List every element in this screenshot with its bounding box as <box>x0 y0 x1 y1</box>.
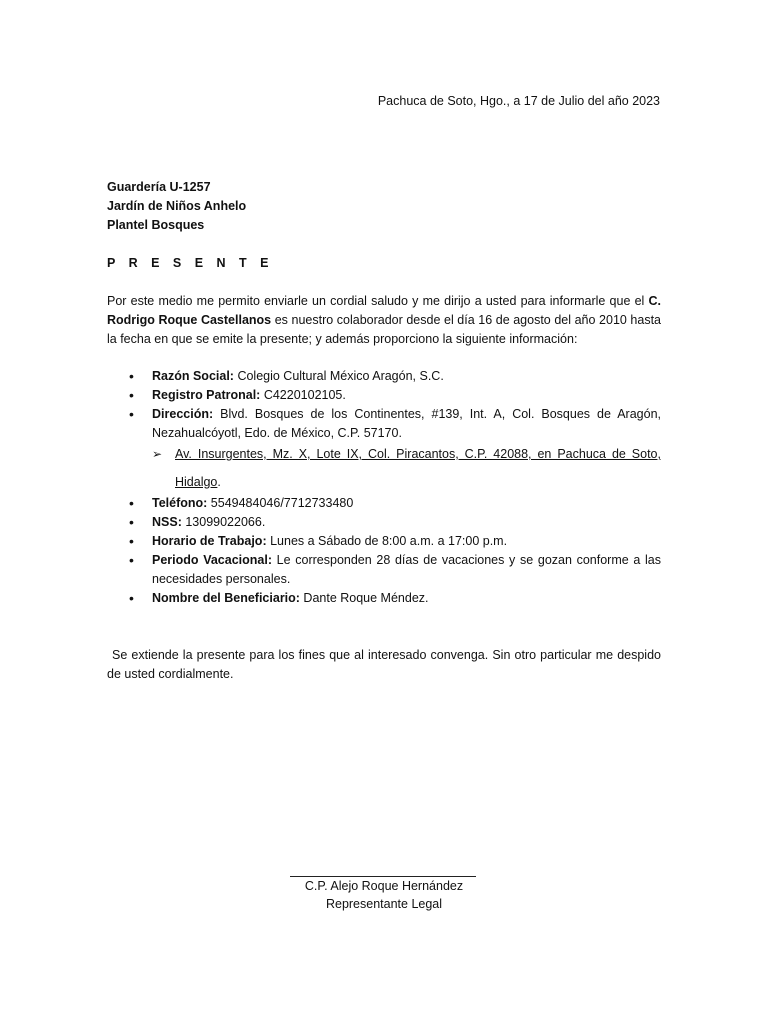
item-value: Blvd. Bosques de los Continentes, #139, Int. A, Col. Bosques de Aragón, Nezahualcóyotl, Edo. de México, C.P. 57170. <box>152 407 661 440</box>
recipient-line-3: Plantel Bosques <box>107 218 205 232</box>
closing-paragraph: Se extiende la presente para los fines que al interesado convenga. Sin otro particular me despido de usted cordialmente. <box>107 648 661 681</box>
intro-text-1: Por este medio me permito enviarle un cordial saludo y me dirijo a usted para informarle que el <box>107 294 649 308</box>
item-value: C4220102105. <box>260 388 346 402</box>
sub-address <box>107 440 661 496</box>
sub-address-end: . <box>217 475 221 489</box>
list-item <box>107 386 661 405</box>
item-value: Dante Roque Méndez. <box>299 591 429 605</box>
bullet-icon: • <box>129 495 134 511</box>
list-item <box>107 589 661 608</box>
employee-name: C. Rodrigo Roque Castellanos <box>107 294 661 327</box>
signatory-name: C.P. Alejo Roque Hernández <box>304 879 464 893</box>
item-value: Lunes a Sábado de 8:00 a.m. a 17:00 p.m. <box>266 534 508 548</box>
info-list <box>107 367 661 443</box>
item-value: 13099022066. <box>181 515 266 529</box>
arrow-bullet-icon: ➢ <box>152 447 163 461</box>
item-label: Nombre del Beneficiario: <box>152 591 300 605</box>
item-value: 5549484046/7712733480 <box>207 496 354 510</box>
item-label: Razón Social: <box>152 369 234 383</box>
list-item <box>107 513 661 532</box>
bullet-icon: • <box>129 533 134 549</box>
list-item <box>107 532 661 551</box>
bullet-icon: • <box>129 590 134 606</box>
item-value: Colegio Cultural México Aragón, S.C. <box>233 369 444 383</box>
sub-address-block <box>107 440 661 496</box>
list-item <box>107 367 661 386</box>
item-label: Periodo Vacacional: <box>152 553 272 567</box>
list-item <box>107 405 661 443</box>
recipient-line-1: Guardería U-1257 <box>107 180 211 194</box>
salutation: P R E S E N T E <box>107 256 274 270</box>
item-label: Horario de Trabajo: <box>152 534 267 548</box>
intro-paragraph <box>107 292 661 349</box>
bullet-icon: • <box>129 387 134 403</box>
item-label: Registro Patronal: <box>152 388 261 402</box>
item-label: NSS: <box>152 515 182 529</box>
info-list-2 <box>107 494 661 608</box>
item-label: Dirección: <box>152 407 214 421</box>
item-value: Le corresponden 28 días de vacaciones y se gozan conforme a las necesidades personales. <box>152 553 661 586</box>
bullet-icon: • <box>129 514 134 530</box>
list-item <box>107 551 661 589</box>
bullet-icon: • <box>129 406 134 422</box>
bullet-icon: • <box>129 368 134 384</box>
sub-address-text: Av. Insurgentes, Mz. X, Lote IX, Col. Piracantos, C.P. 42088, en Pachuca de Soto, Hidalgo <box>175 447 661 489</box>
place-date: Pachuca de Soto, Hgo., a 17 de Julio del año 2023 <box>377 94 660 108</box>
intro-text-2: es nuestro colaborador desde el día 16 de agosto del año 2010 hasta la fecha en que se emite la presente; y además proporciono la siguiente información: <box>107 313 662 346</box>
signatory-title: Representante Legal <box>325 897 443 911</box>
list-item <box>107 494 661 513</box>
bullet-icon: • <box>129 552 134 568</box>
recipient-line-2: Jardín de Niños Anhelo <box>107 199 247 213</box>
item-label: Teléfono: <box>152 496 208 510</box>
